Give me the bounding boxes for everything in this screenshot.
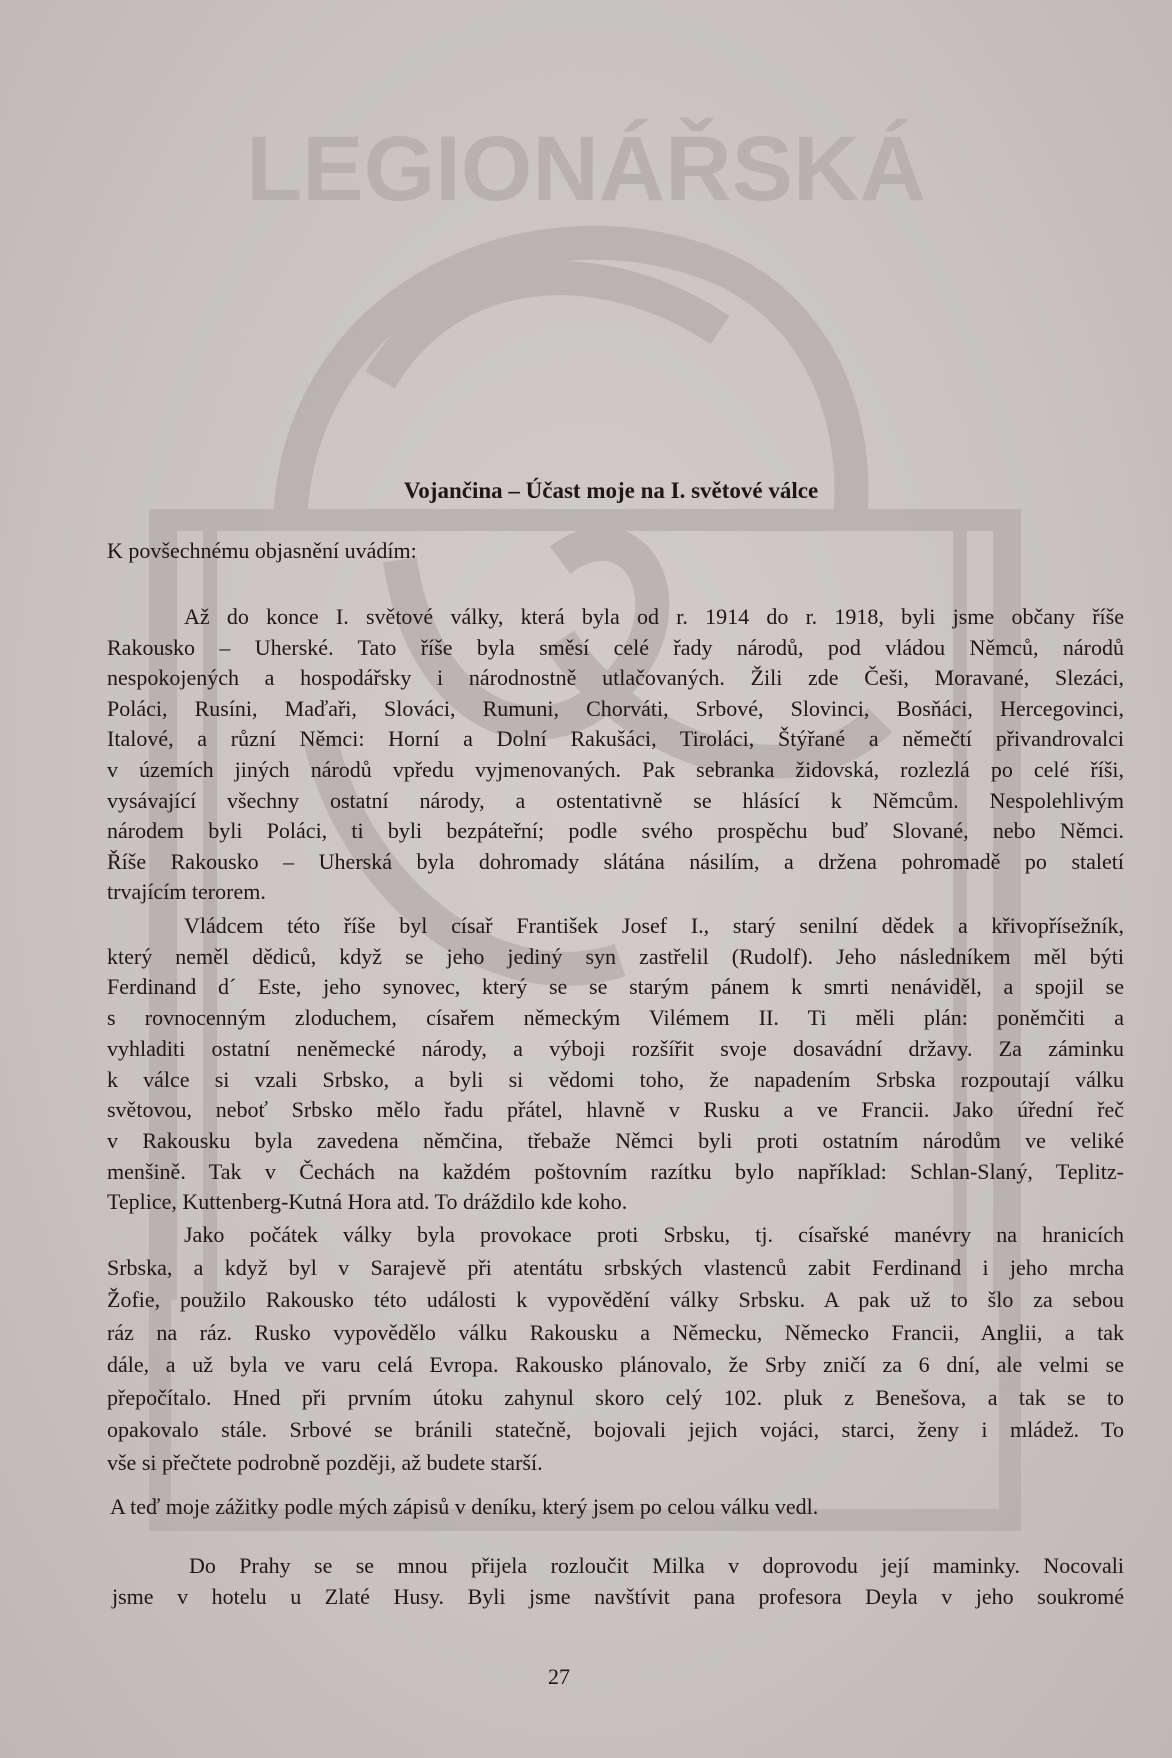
text-line: vyhladiti ostatní neněmecké národy, a výboji rozšířit svoje dosavádní državy. Za záminku: [107, 1035, 1124, 1061]
text-line: trvajícím terorem.: [107, 879, 266, 905]
paragraph: [112, 1550, 1124, 1612]
text-line: opakovalo stále. Srbové se bránili statečně, bojovali jejich vojáci, starci, ženy i mládež. To: [107, 1417, 1124, 1442]
text-line: Poláci, Rusíni, Maďaři, Slováci, Rumuni, Chorváti, Srbové, Slovinci, Bosňáci, Hercegovinci,: [107, 695, 1124, 721]
text-line: Italové, a různí Němci: Horní a Dolní Rakušáci, Tiroláci, Štýřané a němečtí přivandrovalci: [107, 726, 1124, 752]
text-line: Až do konce I. světové války, která byla od r. 1914 do r. 1918, byli jsme občany říše: [184, 604, 1124, 629]
text-line: vše si přečtete podrobně později, až budete starší.: [107, 1449, 543, 1475]
text-line: Vládcem této říše byl císař František Josef I., starý senilní dědek a křivopřísežník,: [184, 913, 1124, 938]
page-number: 27: [548, 1664, 570, 1689]
text-line: Do Prahy se se mnou přijela rozloučit Milka v doprovodu její maminky. Nocovali: [189, 1553, 1124, 1578]
text-line: který neměl dědiců, když se jeho jediný syn zastřelil (Rudolf). Jeho následníkem měl býti: [107, 943, 1124, 969]
text-line: Teplice, Kuttenberg-Kutná Hora atd. To dráždilo kde koho.: [107, 1189, 628, 1215]
text-line: Rakousko – Uherské. Tato říše byla směsí celé řady národů, pod vládou Němců, národů: [107, 634, 1124, 660]
text-line: ráz na ráz. Rusko vypovědělo válku Rakousku a Německu, Německo Francii, Anglii, a tak: [107, 1319, 1124, 1345]
chapter-title: Vojančina – Účast moje na I. světové válce: [403, 478, 819, 503]
text-line: menšině. Tak v Čechách na každém poštovním razítku bylo například: Schlan-Slaný, Teplitz-: [107, 1158, 1124, 1184]
text-line: přepočítalo. Hned při prvním útoku zahynul skoro celý 102. pluk z Benešova, a tak se to: [107, 1384, 1124, 1410]
text-line: nespokojených a hospodářsky i národnostně utlačovaných. Žili zde Češi, Moravané, Slezáci,: [107, 665, 1124, 691]
text-line: jsme v hotelu u Zlaté Husy. Byli jsme navštívit pana profesora Deyla v jeho soukromé: [112, 1584, 1124, 1609]
text-line: k válce si vzali Srbsko, a byli si vědomi toho, že napadením Srbska rozpoutají válku: [107, 1066, 1124, 1092]
text-line: národem byli Poláci, ti byli bezpáteřní; podle svého prospěchu buď Slované, nebo Němci.: [107, 818, 1124, 844]
text-line: v Rakousku byla zavedena němčina, třebaže Němci byli proti ostatním národům ve veliké: [107, 1127, 1124, 1153]
text-line: v územích jiných národů vpředu vyjmenovaných. Pak sebranka židovská, rozlezlá po celé říši,: [107, 756, 1124, 782]
watermark-text: LEGIONÁŘSKÁ: [246, 118, 926, 220]
text-line: Ferdinand d´ Este, jeho synovec, který se se starým pánem k smrti nenáviděl, a spojil se: [107, 974, 1124, 1000]
text-line: vysávající všechny ostatní národy, a ostentativně se hlásící k Němcům. Nespolehlivým: [107, 787, 1124, 813]
paragraph: [107, 1219, 1124, 1479]
intro-line: K povšechnému objasnění uvádím:: [107, 538, 417, 563]
text-line: Jako počátek války byla provokace proti Srbsku, tj. císařské manévry na hranicích: [184, 1222, 1124, 1247]
text-line: Žofie, použilo Rakousko této události k vypovědění války Srbsku. A pak už to šlo za sebou: [107, 1287, 1124, 1312]
paragraph: [107, 602, 1124, 908]
text-line: Říše Rakousko – Uherská byla dohromady slátána násilím, a držena pohromadě po staletí: [107, 848, 1124, 874]
text-line: světovou, neboť Srbsko mělo řadu přátel, hlavně v Rusku a ve Francii. Jako úřední řeč: [107, 1097, 1124, 1123]
text-line: Srbska, a když byl v Sarajevě při atentátu srbských vlastenců zabit Ferdinand i jeho mrcha: [107, 1254, 1124, 1280]
paragraph: [107, 911, 1124, 1218]
closing-line: A teď moje zážitky podle mých zápisů v deníku, který jsem po celou válku vedl.: [110, 1494, 819, 1519]
text-line: s rovnocenným zloduchem, císařem německým Vilémem II. Ti měli plán: poněmčiti a: [107, 1005, 1124, 1031]
text-line: dále, a už byla ve varu celá Evropa. Rakousko plánovalo, že Srby zničí za 6 dní, ale velmi se: [107, 1352, 1124, 1377]
